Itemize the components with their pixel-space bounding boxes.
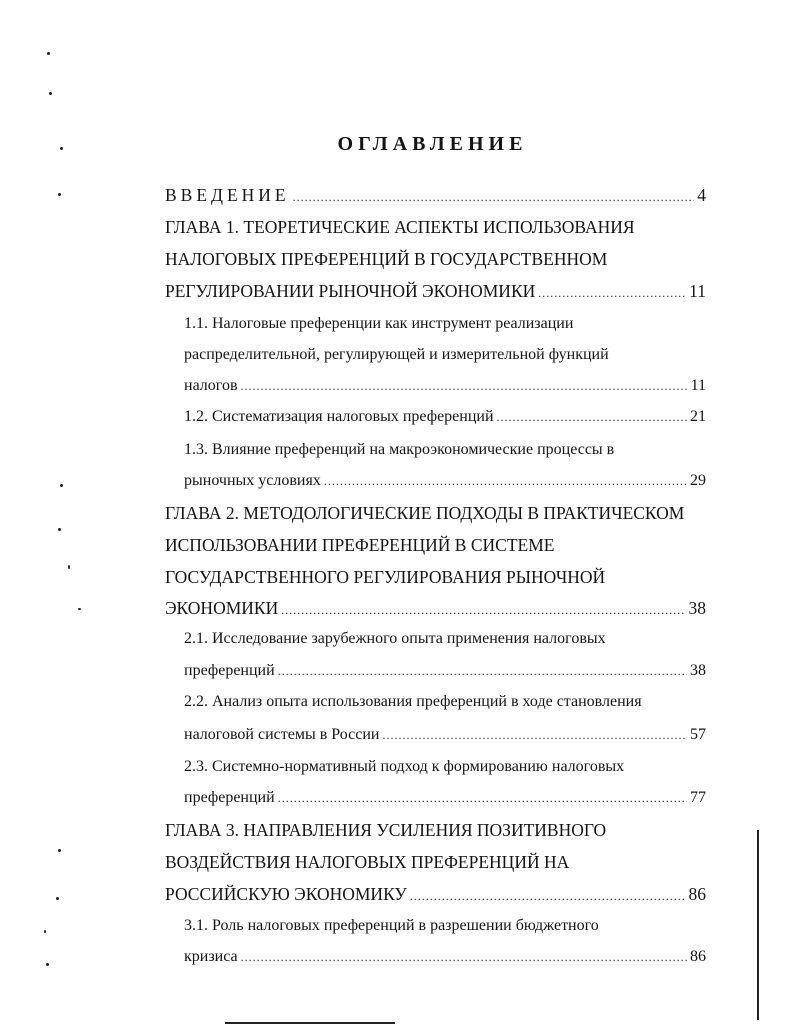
dot-leader bbox=[410, 885, 686, 907]
toc-entry[interactable] bbox=[165, 184, 706, 208]
toc-entry-title: ГЛАВА 3. НАПРАВЛЕНИЯ УСИЛЕНИЯ ПОЗИТИВНОГО bbox=[165, 820, 607, 840]
toc-page-number: 11 bbox=[690, 377, 706, 394]
dot-leader bbox=[241, 375, 688, 397]
toc-entry-title: 2.3. Системно-нормативный подход к формированию налоговых bbox=[184, 758, 625, 775]
toc-entry-title: 2.1. Исследование зарубежного опыта применения налоговых bbox=[184, 630, 606, 647]
toc-page-number: 4 bbox=[697, 185, 706, 205]
toc-entry[interactable] bbox=[165, 597, 706, 621]
toc-entry-title: кризиса bbox=[184, 948, 238, 965]
toc-entry-title: преференций bbox=[184, 662, 275, 679]
dot-leader bbox=[324, 470, 687, 492]
toc-page-number: 38 bbox=[690, 662, 706, 679]
toc-entry-title: преференций bbox=[184, 789, 275, 806]
scan-speck bbox=[47, 52, 50, 55]
toc-entry[interactable] bbox=[184, 628, 706, 650]
toc-entry[interactable] bbox=[184, 313, 706, 335]
toc-entry-title: ГЛАВА 1. ТЕОРЕТИЧЕСКИЕ АСПЕКТЫ ИСПОЛЬЗОВАНИЯ bbox=[165, 217, 635, 237]
toc-entry[interactable] bbox=[165, 819, 706, 841]
toc-entry-title: РЕГУЛИРОВАНИИ РЫНОЧНОЙ ЭКОНОМИКИ bbox=[165, 281, 536, 301]
toc-entry[interactable] bbox=[165, 216, 706, 238]
toc-entry[interactable] bbox=[184, 691, 706, 713]
toc-entry[interactable] bbox=[165, 502, 706, 524]
dot-leader bbox=[497, 406, 687, 428]
toc-entry-title: 2.2. Анализ опыта использования преференций в ходе становления bbox=[184, 693, 642, 710]
toc-entry-title: 1.1. Налоговые преференции как инструмент реализации bbox=[184, 315, 574, 332]
toc-entry-title: распределительной, регулирующей и измерительной функций bbox=[184, 346, 609, 363]
toc-entry-title: рыночных условиях bbox=[184, 472, 321, 489]
scan-speck bbox=[78, 608, 81, 610]
toc-entry[interactable] bbox=[184, 660, 706, 682]
scan-speck bbox=[68, 565, 70, 569]
dot-leader bbox=[538, 282, 686, 304]
toc-entry[interactable] bbox=[184, 946, 706, 968]
toc-entry[interactable] bbox=[184, 724, 706, 746]
toc-entry-title: налоговой системы в России bbox=[184, 726, 380, 743]
toc-entry-title: РОССИЙСКУЮ ЭКОНОМИКУ bbox=[165, 884, 407, 904]
toc-entry[interactable] bbox=[165, 566, 706, 588]
scan-bottom-line bbox=[225, 1022, 395, 1024]
toc-entry-title: НАЛОГОВЫХ ПРЕФЕРЕНЦИЙ В ГОСУДАРСТВЕННОМ bbox=[165, 249, 608, 269]
toc-entry[interactable] bbox=[165, 534, 706, 556]
toc-entry[interactable] bbox=[184, 915, 706, 937]
toc-entry-title: 3.1. Роль налоговых преференций в разрешении бюджетного bbox=[184, 917, 599, 934]
scan-speck bbox=[58, 849, 61, 852]
toc-entry-title: ЭКОНОМИКИ bbox=[165, 598, 279, 618]
toc-entry-title: ГЛАВА 2. МЕТОДОЛОГИЧЕСКИЕ ПОДХОДЫ В ПРАКТИЧЕСКОМ bbox=[165, 503, 685, 523]
toc-entry-title: 1.2. Систематизация налоговых преференций bbox=[184, 408, 494, 425]
dot-leader bbox=[278, 787, 687, 809]
toc-entry[interactable] bbox=[184, 787, 706, 809]
toc-page-number: 21 bbox=[690, 408, 706, 425]
scan-speck bbox=[60, 484, 63, 487]
toc-page-number: 77 bbox=[690, 789, 706, 806]
dot-leader bbox=[241, 946, 687, 968]
scan-speck bbox=[56, 897, 59, 900]
toc-page-number: 86 bbox=[688, 884, 706, 904]
toc-page-number: 57 bbox=[690, 726, 706, 743]
toc-page-number: 86 bbox=[690, 948, 706, 965]
toc-entry[interactable] bbox=[184, 375, 706, 397]
scan-speck bbox=[46, 963, 49, 966]
toc-entry[interactable] bbox=[184, 344, 706, 366]
scan-speck bbox=[58, 528, 61, 531]
toc-entry-title: ВОЗДЕЙСТВИЯ НАЛОГОВЫХ ПРЕФЕРЕНЦИЙ НА bbox=[165, 852, 570, 872]
scan-speck bbox=[49, 92, 52, 95]
toc-entry[interactable] bbox=[184, 756, 706, 778]
page-title: ОГЛАВЛЕНИЕ bbox=[337, 133, 528, 155]
dot-leader bbox=[382, 724, 687, 746]
scan-edge-line bbox=[757, 830, 759, 1020]
scan-speck bbox=[58, 193, 61, 196]
dot-leader bbox=[281, 599, 685, 621]
toc-entry-title: налогов bbox=[184, 377, 238, 394]
dot-leader bbox=[293, 186, 695, 208]
toc-entry-title: ИСПОЛЬЗОВАНИИ ПРЕФЕРЕНЦИЙ В СИСТЕМЕ bbox=[165, 535, 555, 555]
toc-page-number: 29 bbox=[690, 472, 706, 489]
dot-leader bbox=[278, 660, 687, 682]
toc-entry[interactable] bbox=[184, 406, 706, 428]
toc-entry[interactable] bbox=[184, 439, 706, 461]
toc-entry[interactable] bbox=[165, 280, 706, 304]
toc-page-number: 38 bbox=[688, 598, 706, 618]
toc-entry-title: ВВЕДЕНИЕ bbox=[165, 185, 290, 205]
toc-entry[interactable] bbox=[165, 883, 706, 907]
toc-entry-title: 1.3. Влияние преференций на макроэкономические процессы в bbox=[184, 441, 615, 458]
toc-page-number: 11 bbox=[689, 281, 706, 301]
toc-entry[interactable] bbox=[165, 851, 706, 873]
toc-entry[interactable] bbox=[165, 248, 706, 270]
toc-entry-title: ГОСУДАРСТВЕННОГО РЕГУЛИРОВАНИЯ РЫНОЧНОЙ bbox=[165, 567, 606, 587]
toc-entry[interactable] bbox=[184, 470, 706, 492]
scan-speck bbox=[44, 930, 46, 933]
